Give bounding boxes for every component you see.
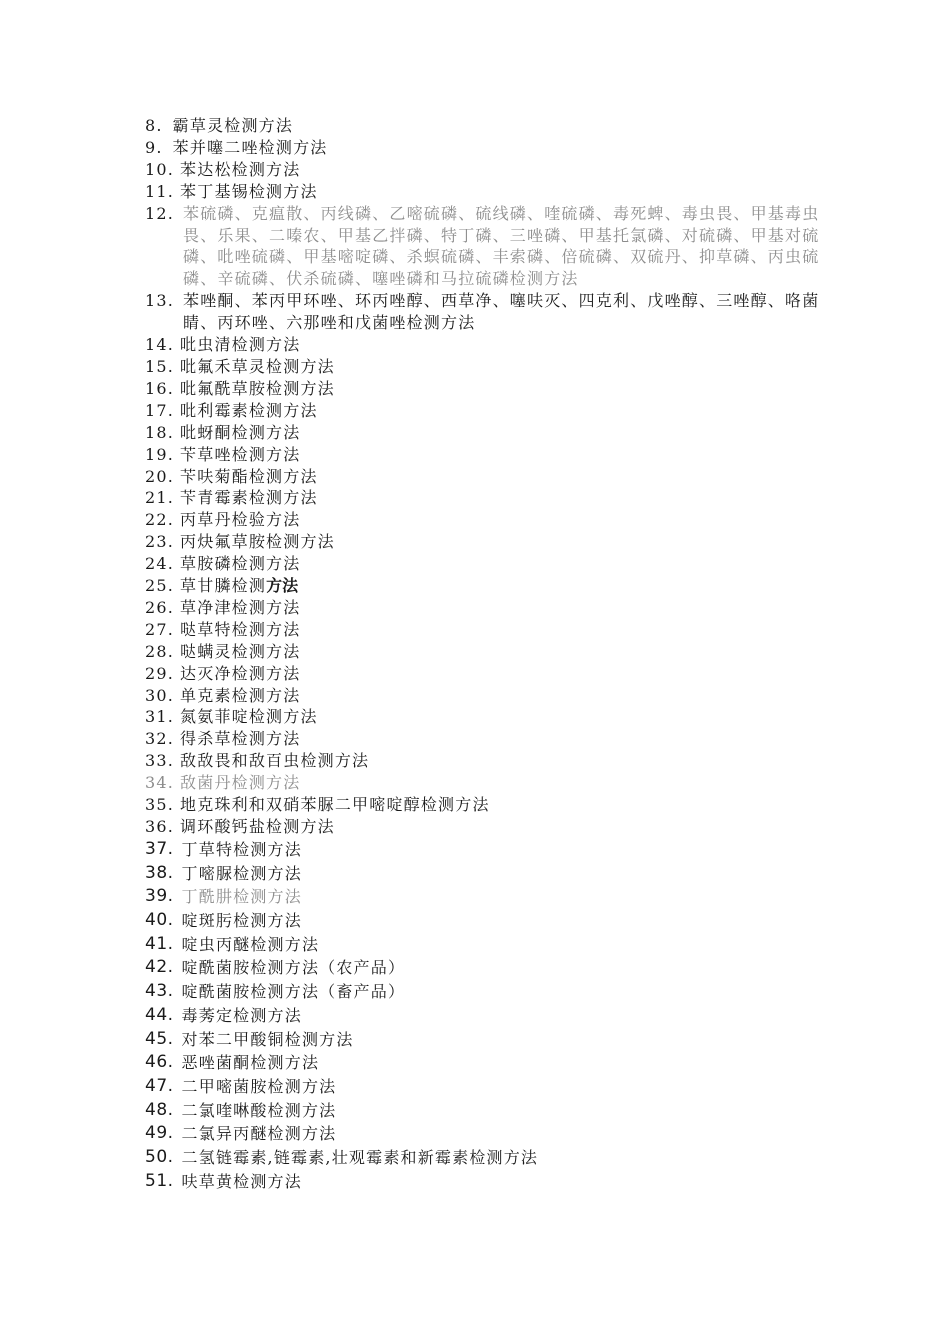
item-text: 啶酰菌胺检测方法（畜产品） bbox=[181, 982, 406, 1002]
list-item bbox=[145, 685, 825, 707]
list-item bbox=[145, 1099, 825, 1123]
list-item bbox=[145, 290, 825, 334]
method-list bbox=[145, 115, 825, 1193]
item-text: 苯丁基锡检测方法 bbox=[180, 181, 318, 201]
list-item bbox=[145, 1122, 825, 1146]
item-number: 8. bbox=[145, 116, 163, 135]
item-text: 丙炔氟草胺检测方法 bbox=[180, 532, 335, 552]
item-number: 43. bbox=[145, 981, 174, 1002]
item-number: 27. bbox=[145, 619, 175, 639]
item-number: 40. bbox=[145, 910, 174, 931]
item-number: 19. bbox=[145, 444, 175, 464]
list-item bbox=[145, 575, 825, 597]
item-text: 苯并噻二唑检测方法 bbox=[172, 137, 328, 157]
item-text: 二氯喹啉酸检测方法 bbox=[181, 1100, 337, 1120]
list-item bbox=[145, 1075, 825, 1099]
item-number: 21. bbox=[145, 488, 175, 508]
item-text-bold-part: 方法 bbox=[266, 576, 299, 596]
list-item bbox=[145, 862, 825, 886]
item-text: 地克珠利和双硝苯脲二甲嘧啶醇检测方法 bbox=[180, 795, 490, 815]
list-item bbox=[145, 838, 825, 862]
list-item bbox=[145, 1028, 825, 1052]
item-number: 23. bbox=[145, 532, 175, 552]
list-item bbox=[145, 400, 825, 422]
list-item bbox=[145, 159, 825, 181]
item-text: 啶酰菌胺检测方法（农产品） bbox=[181, 958, 406, 978]
list-item bbox=[145, 597, 825, 619]
item-text: 草净津检测方法 bbox=[180, 597, 301, 617]
item-number: 25. bbox=[145, 576, 175, 596]
item-text: 哒螨灵检测方法 bbox=[180, 641, 301, 661]
item-number: 11. bbox=[145, 181, 175, 201]
item-text: 啶斑肟检测方法 bbox=[181, 911, 302, 931]
list-item bbox=[145, 641, 825, 663]
list-item bbox=[145, 487, 825, 509]
item-number: 42. bbox=[145, 957, 174, 978]
list-item bbox=[145, 816, 825, 838]
item-number: 50. bbox=[145, 1147, 174, 1168]
list-item bbox=[145, 980, 825, 1004]
list-item bbox=[145, 444, 825, 466]
item-text: 吡氟酰草胺检测方法 bbox=[180, 378, 335, 398]
item-number: 33. bbox=[145, 751, 175, 771]
item-text: 氮氨菲啶检测方法 bbox=[180, 707, 318, 727]
item-number: 10. bbox=[145, 159, 175, 179]
item-number: 41. bbox=[145, 933, 174, 954]
list-item bbox=[145, 663, 825, 685]
item-number: 47. bbox=[145, 1075, 174, 1096]
list-item bbox=[145, 203, 825, 291]
item-text: 呋草黄检测方法 bbox=[181, 1171, 302, 1191]
item-text: 达灭净检测方法 bbox=[180, 663, 301, 683]
list-item bbox=[145, 772, 825, 794]
item-text: 苄呋菊酯检测方法 bbox=[180, 466, 318, 486]
item-text: 恶唑菌酮检测方法 bbox=[181, 1053, 320, 1073]
list-item bbox=[145, 553, 825, 575]
item-number: 20. bbox=[145, 466, 175, 486]
list-item bbox=[145, 1051, 825, 1075]
list-item bbox=[145, 1170, 825, 1194]
list-item bbox=[145, 956, 825, 980]
item-text-part: 草甘膦检测 bbox=[180, 576, 267, 596]
item-text: 哒草特检测方法 bbox=[180, 619, 301, 639]
item-number: 48. bbox=[145, 1099, 174, 1120]
item-number: 24. bbox=[145, 554, 175, 574]
item-number: 32. bbox=[145, 729, 175, 749]
item-number: 35. bbox=[145, 795, 175, 815]
list-item bbox=[145, 531, 825, 553]
list-item bbox=[145, 378, 825, 400]
item-text: 调环酸钙盐检测方法 bbox=[180, 817, 335, 836]
item-text: 毒莠定检测方法 bbox=[181, 1005, 302, 1025]
list-item bbox=[145, 706, 825, 728]
item-text: 吡利霉素检测方法 bbox=[180, 400, 318, 420]
item-text: 丁嘧脲检测方法 bbox=[181, 863, 302, 883]
list-item bbox=[145, 750, 825, 772]
item-number: 12. bbox=[145, 203, 175, 223]
item-number: 29. bbox=[145, 663, 175, 683]
item-number: 39. bbox=[145, 886, 174, 907]
item-number: 15. bbox=[145, 356, 175, 376]
item-number: 31. bbox=[145, 707, 175, 727]
item-text: 吡蚜酮检测方法 bbox=[180, 422, 301, 442]
item-text bbox=[174, 575, 825, 597]
item-text: 吡氟禾草灵检测方法 bbox=[180, 356, 335, 376]
list-item bbox=[145, 933, 825, 957]
item-number: 28. bbox=[145, 641, 175, 661]
item-text: 得杀草检测方法 bbox=[180, 729, 301, 749]
item-text: 苯硫磷、克瘟散、丙线磷、乙嘧硫磷、硫线磷、喹硫磷、毒死蜱、毒虫畏、甲基毒虫畏、乐果、二嗪农、甲基乙拌磷、特丁磷、三唑磷、甲基托氯磷、对硫磷、甲基对硫磷、吡唑硫磷、甲基嘧啶磷、杀螟硫磷、丰索磷、倍硫磷、双硫丹、抑草磷、丙虫硫磷、辛硫磷、伏杀硫磷、噻唑磷和马拉硫磷检测方法 bbox=[183, 203, 820, 289]
item-number: 26. bbox=[145, 597, 175, 617]
list-item bbox=[145, 356, 825, 378]
item-text: 啶虫丙醚检测方法 bbox=[181, 934, 320, 954]
item-text: 单克素检测方法 bbox=[180, 685, 301, 705]
item-number: 49. bbox=[145, 1123, 174, 1144]
list-item bbox=[145, 466, 825, 488]
item-text: 丁酰肼检测方法 bbox=[181, 887, 302, 907]
item-number: 16. bbox=[145, 378, 175, 398]
item-text: 丁草特检测方法 bbox=[181, 839, 302, 859]
item-number: 51. bbox=[145, 1170, 174, 1191]
item-text: 苯达松检测方法 bbox=[180, 159, 301, 179]
item-number: 30. bbox=[145, 685, 175, 705]
item-number: 34. bbox=[145, 773, 175, 793]
item-text: 敌敌畏和敌百虫检测方法 bbox=[180, 751, 370, 771]
item-number: 37. bbox=[145, 838, 174, 859]
list-item bbox=[145, 885, 825, 909]
item-number: 45. bbox=[145, 1028, 174, 1049]
item-number: 44. bbox=[145, 1004, 174, 1025]
item-text: 吡虫清检测方法 bbox=[180, 335, 301, 355]
item-text: 二甲嘧菌胺检测方法 bbox=[181, 1076, 337, 1096]
item-text: 苯唑酮、苯丙甲环唑、环丙唑醇、西草净、噻呋灭、四克利、戊唑醇、三唑醇、咯菌睛、丙环唑、六那唑和戊菌唑检测方法 bbox=[183, 291, 820, 333]
item-text: 苄草唑检测方法 bbox=[180, 444, 301, 464]
list-item bbox=[145, 137, 825, 159]
item-number: 38. bbox=[145, 862, 174, 883]
list-item bbox=[145, 1004, 825, 1028]
item-number: 22. bbox=[145, 510, 175, 530]
item-text: 敌菌丹检测方法 bbox=[180, 773, 301, 793]
list-item bbox=[145, 794, 825, 816]
list-item bbox=[145, 728, 825, 750]
list-item bbox=[145, 115, 825, 137]
item-number: 17. bbox=[145, 400, 175, 420]
item-number: 36. bbox=[145, 817, 175, 836]
item-text: 霸草灵检测方法 bbox=[172, 116, 294, 135]
item-number: 9. bbox=[145, 137, 163, 157]
list-item bbox=[145, 1146, 825, 1170]
item-text: 对苯二甲酸铜检测方法 bbox=[181, 1029, 354, 1049]
list-item bbox=[145, 334, 825, 356]
list-item bbox=[145, 422, 825, 444]
list-item bbox=[145, 509, 825, 531]
item-number: 13. bbox=[145, 291, 175, 311]
item-text: 苄青霉素检测方法 bbox=[180, 488, 318, 508]
item-text: 丙草丹检验方法 bbox=[180, 510, 301, 530]
item-text: 二氯异丙醚检测方法 bbox=[181, 1124, 337, 1144]
item-text: 草胺磷检测方法 bbox=[180, 554, 301, 574]
item-number: 18. bbox=[145, 422, 175, 442]
item-text: 二氢链霉素,链霉素,壮观霉素和新霉素检测方法 bbox=[181, 1148, 539, 1168]
item-number: 46. bbox=[145, 1052, 174, 1073]
list-item bbox=[145, 181, 825, 203]
list-item bbox=[145, 619, 825, 641]
list-item bbox=[145, 909, 825, 933]
item-number: 14. bbox=[145, 335, 175, 355]
